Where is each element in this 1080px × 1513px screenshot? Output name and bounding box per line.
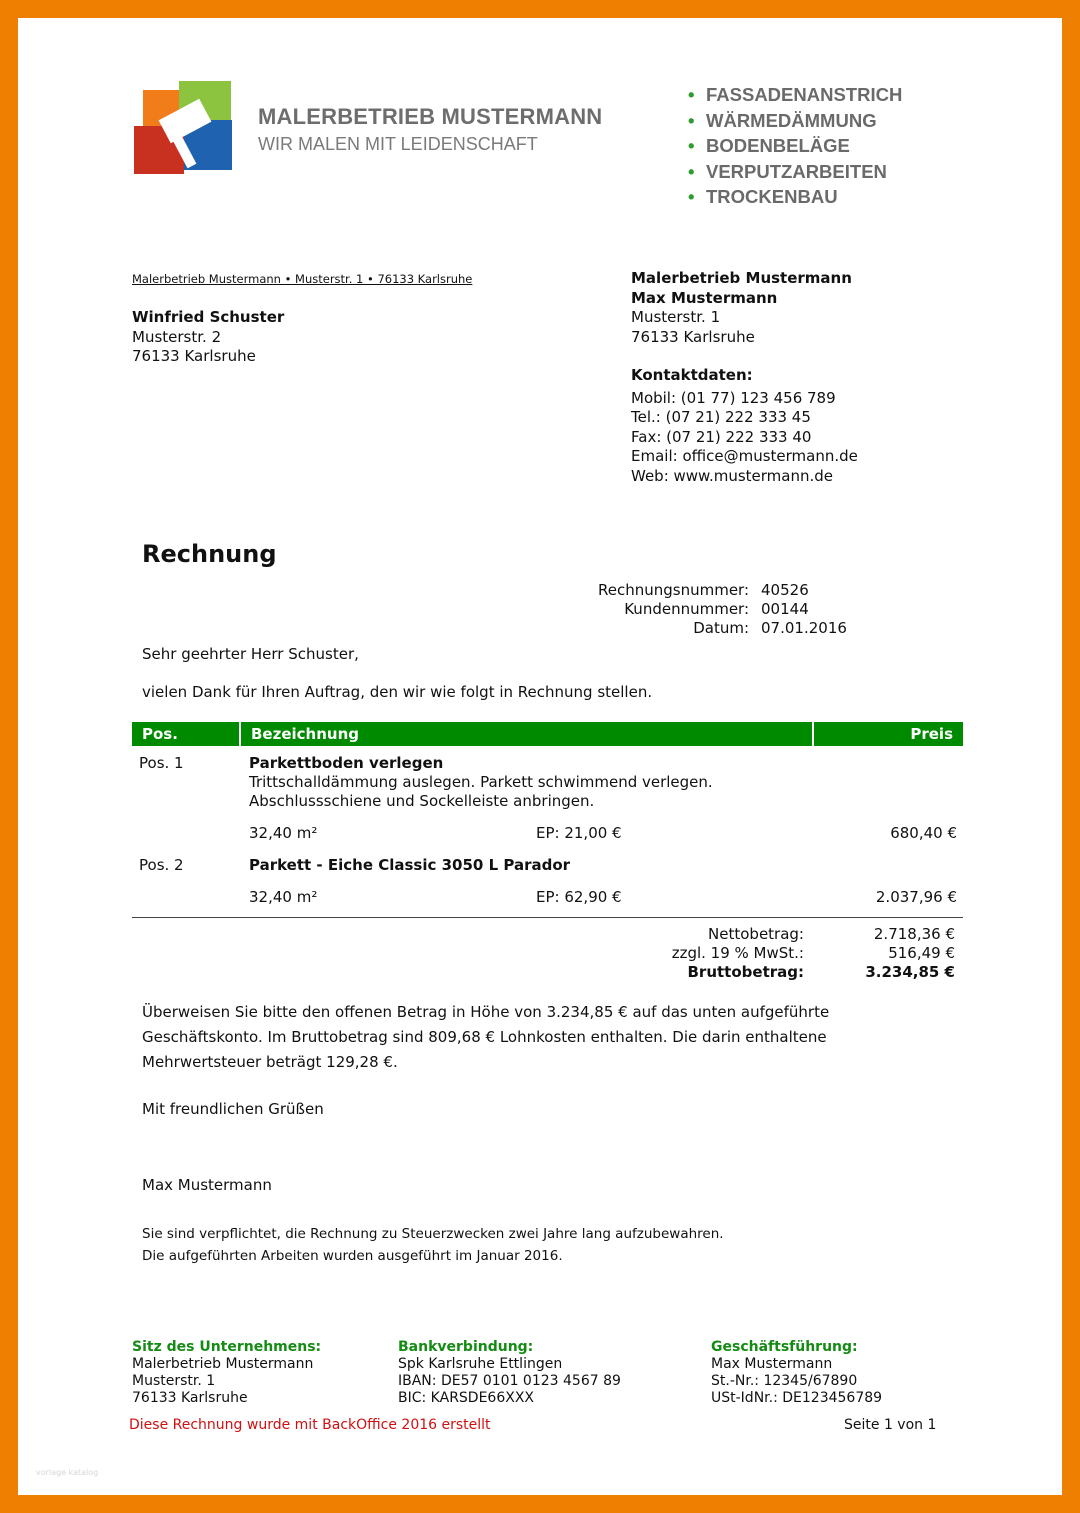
retention-note: Sie sind verpflichtet, die Rechnung zu Steuerzwecken zwei Jahre lang aufzubewahren. — [142, 1226, 724, 1242]
footer-management — [711, 1339, 882, 1407]
service-item — [688, 184, 902, 210]
contact-street: Musterstr. 1 — [631, 308, 721, 326]
item-title: Parkettboden verlegen — [249, 754, 444, 772]
bullet-icon: • — [688, 135, 695, 156]
contact-mobile: Mobil: (01 77) 123 456 789 — [631, 388, 836, 407]
contact-heading: Kontaktdaten: — [631, 366, 753, 384]
contact-city: 76133 Karlsruhe — [631, 327, 755, 346]
invoice-date: 07.01.2016 — [761, 619, 847, 637]
payment-text — [142, 1000, 922, 1075]
company-slogan: WIR MALEN MIT LEIDENSCHAFT — [258, 134, 538, 154]
item-quantity: 32,40 m² — [249, 888, 318, 906]
regards: Mit freundlichen Grüßen — [142, 1100, 324, 1118]
footer-line: Musterstr. 1 — [132, 1373, 216, 1389]
invoice-title: Rechnung — [142, 540, 277, 568]
item-title: Parkett - Eiche Classic 3050 L Parador — [249, 856, 571, 874]
page-number: Seite 1 von 1 — [844, 1417, 937, 1433]
contact-email[interactable]: Email: office@mustermann.de — [631, 447, 858, 465]
contact-fax: Fax: (07 21) 222 333 40 — [631, 427, 812, 446]
recipient-street: Musterstr. 2 — [132, 327, 222, 346]
item-description: Abschlussschiene und Sockelleiste anbringen. — [249, 792, 595, 810]
service-label: VERPUTZARBEITEN — [706, 160, 887, 182]
footer-line: Spk Karlsruhe Ettlingen — [398, 1356, 563, 1372]
footer-line: IBAN: DE57 0101 0123 4567 89 — [398, 1373, 621, 1389]
contact-phone: Tel.: (07 21) 222 333 45 — [631, 408, 811, 426]
vat-label: zzgl. 19 % MwSt.: — [671, 944, 804, 962]
recipient-address — [132, 308, 284, 367]
invoice-date-label: Datum: — [693, 619, 750, 637]
sender-line: Malerbetrieb Mustermann • Musterstr. 1 • 76133 Karlsruhe — [132, 272, 473, 286]
bullet-icon: • — [688, 160, 695, 182]
service-label: TROCKENBAU — [706, 186, 838, 207]
contact-web[interactable]: Web: www.mustermann.de — [631, 466, 834, 485]
contact-company: Malerbetrieb Mustermann — [631, 269, 852, 287]
contact-owner: Max Mustermann — [631, 288, 778, 307]
header-divider — [239, 722, 241, 746]
service-label: WÄRMEDÄMMUNG — [706, 109, 877, 131]
company-name: MALERBETRIEB MUSTERMANN — [258, 104, 603, 129]
service-item — [688, 108, 902, 134]
item-quantity: 32,40 m² — [249, 824, 318, 842]
table-bottom-rule — [132, 917, 963, 918]
footer-line: St.-Nr.: 12345/67890 — [711, 1373, 858, 1389]
services-list — [688, 82, 902, 210]
header-description: Bezeichnung — [251, 725, 359, 743]
gross-label: Bruttobetrag: — [687, 963, 804, 981]
footer-line: 76133 Karlsruhe — [132, 1390, 248, 1406]
header-pos: Pos. — [142, 725, 178, 743]
bullet-icon: • — [688, 186, 695, 207]
header-divider — [812, 722, 814, 746]
recipient-city: 76133 Karlsruhe — [132, 347, 256, 365]
greeting: Sehr geehrter Herr Schuster, — [142, 645, 359, 663]
footer-heading: Geschäftsführung: — [711, 1339, 858, 1355]
item-unit-price: EP: 21,00 € — [536, 824, 622, 842]
item-pos: Pos. 2 — [139, 856, 184, 874]
company-contact — [631, 269, 858, 486]
created-with-note: Diese Rechnung wurde mit BackOffice 2016 erstellt — [129, 1417, 491, 1433]
watermark: vorlage katalog — [36, 1468, 99, 1477]
net-label: Nettobetrag: — [708, 925, 804, 943]
item-unit-price: EP: 62,90 € — [536, 888, 622, 906]
recipient-name: Winfried Schuster — [132, 308, 285, 326]
net-amount: 2.718,36 € — [873, 925, 955, 943]
payment-text-line: Überweisen Sie bitte den offenen Betrag in Höhe von 3.234,85 € auf das unten aufgeführte — [142, 1003, 830, 1021]
footer-heading: Bankverbindung: — [398, 1339, 534, 1355]
intro-text: vielen Dank für Ihren Auftrag, den wir wie folgt in Rechnung stellen. — [142, 683, 653, 701]
item-total: 2.037,96 € — [875, 888, 957, 906]
bullet-icon: • — [688, 84, 695, 105]
header-price: Preis — [910, 725, 953, 743]
invoice-page — [18, 18, 1062, 1495]
footer-line: USt-IdNr.: DE123456789 — [711, 1390, 883, 1406]
service-label: BODENBELÄGE — [706, 135, 850, 156]
bullet-icon: • — [688, 109, 695, 131]
payment-text-line: Geschäftskonto. Im Bruttobetrag sind 809,68 € Lohnkosten enthalten. Die darin enthaltene — [142, 1028, 827, 1046]
payment-text-line: Mehrwertsteuer beträgt 129,28 €. — [142, 1053, 398, 1071]
footer-line: Malerbetrieb Mustermann — [132, 1356, 314, 1372]
item-description: Trittschalldämmung auslegen. Parkett schwimmend verlegen. — [249, 773, 713, 791]
footer-line: BIC: KARSDE66XXX — [398, 1390, 535, 1406]
service-item — [688, 82, 902, 108]
invoice-number-label: Rechnungsnummer: — [598, 581, 750, 599]
invoice-number: 40526 — [761, 581, 809, 599]
footer-line: Max Mustermann — [711, 1356, 833, 1372]
footer-heading: Sitz des Unternehmens: — [132, 1339, 322, 1355]
item-pos: Pos. 1 — [139, 754, 184, 772]
customer-number: 00144 — [761, 600, 809, 618]
items-table-header — [132, 722, 963, 746]
service-item — [688, 159, 902, 185]
signature-name: Max Mustermann — [142, 1176, 272, 1194]
customer-number-label: Kundennummer: — [624, 600, 750, 618]
gross-amount: 3.234,85 € — [865, 963, 955, 981]
service-label: FASSADENANSTRICH — [706, 84, 903, 105]
invoice-meta — [598, 581, 847, 638]
service-item — [688, 133, 902, 159]
item-total: 680,40 € — [890, 824, 957, 842]
vat-amount: 516,49 € — [888, 944, 955, 962]
work-date-note: Die aufgeführten Arbeiten wurden ausgeführt im Januar 2016. — [142, 1248, 563, 1264]
company-logo-icon — [134, 80, 234, 176]
footer-company-seat — [132, 1339, 321, 1407]
footer-bank — [398, 1339, 621, 1407]
